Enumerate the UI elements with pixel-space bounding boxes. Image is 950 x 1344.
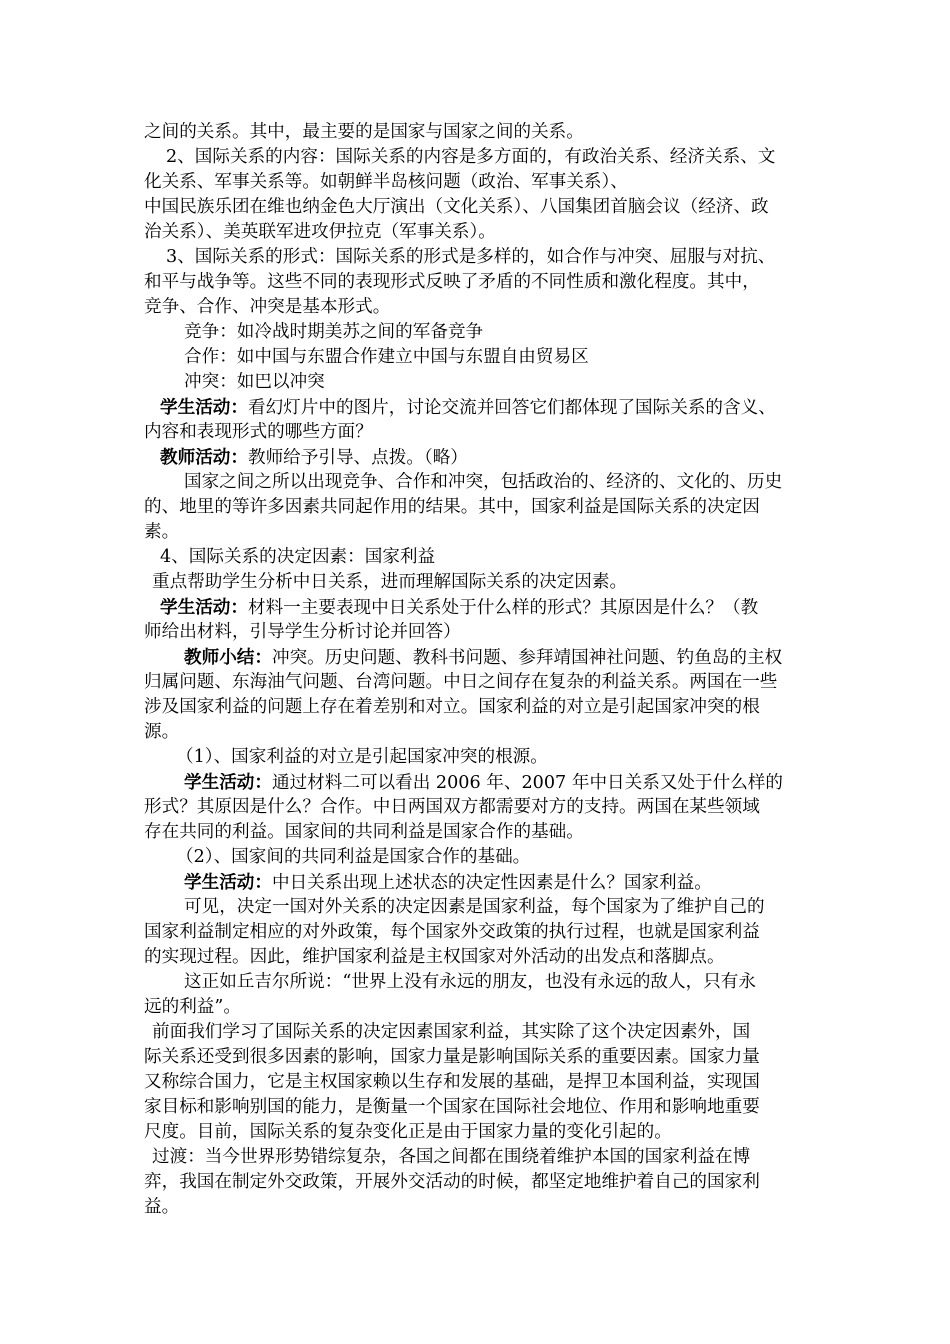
text-line: 中国民族乐团在维也纳金色大厅演出（文化关系）、八国集团首脑会议（经济、政 [144,197,769,217]
text-line [144,595,812,620]
text-line: 源。 [144,722,180,742]
text-line: 竞争、合作、冲突是基本形式。 [144,297,391,317]
text-line [144,395,812,420]
text-line: 内容和表现形式的哪些方面？ [144,422,373,442]
text-line: 师给出材料，引导学生分析讨论并回答） [144,622,461,642]
text-span: 冲突。历史问题、教科书问题、参拜靖国神社问题、钓鱼岛的主权 [271,648,783,668]
text-line: 2、国际关系的内容：国际关系的内容是多方面的，有政治关系、经济关系、文 [166,147,776,167]
text-line [144,870,812,895]
text-span: 中日关系出现上述状态的决定性因素是什么？国家利益。 [271,873,712,893]
student-activity-label: 学生活动： [160,597,248,618]
text-line: 存在共同的利益。国家间的共同利益是国家合作的基础。 [144,822,584,842]
text-line: 国家之间之所以出现竞争、合作和冲突，包括政治的、经济的、文化的、历史 [184,472,783,492]
text-span: 教师给予引导、点拨。（略） [247,448,468,468]
text-line: 4、国际关系的决定因素：国家利益 [160,547,436,567]
text-line: 归属问题、东海油气问题、台湾问题。中日之间存在复杂的利益关系。两国在一些 [144,672,778,692]
text-line: 家目标和影响别国的能力，是衡量一个国家在国际社会地位、作用和影响地重要 [144,1097,760,1117]
text-line: 冲突：如巴以冲突 [184,372,325,392]
text-span: 看幻灯片中的图片，讨论交流并回答它们都体现了国际关系的含义、 [247,398,776,418]
text-line: 尺度。目前，国际关系的复杂变化正是由于国家力量的变化引起的。 [144,1122,672,1142]
text-line: 化关系、军事关系等。如朝鲜半岛核问题（政治、军事关系）、 [144,172,628,192]
text-line: 和平与战争等。这些不同的表现形式反映了矛盾的不同性质和激化程度。其中， [144,272,760,292]
text-line: 这正如丘吉尔所说：“世界上没有永远的朋友，也没有永远的敌人，只有永 [184,972,756,992]
teacher-summary-label: 教师小结： [184,647,272,668]
text-line [144,645,812,670]
text-line: 国家利益制定相应的对外政策，每个国家外交政策的执行过程，也就是国家利益 [144,922,760,942]
text-line: 际关系还受到很多因素的影响，国家力量是影响国际关系的重要因素。国家力量 [144,1047,760,1067]
text-span: 材料一主要表现中日关系处于什么样的形式？其原因是什么？（教 [247,598,759,618]
text-line: 前面我们学习了国际关系的决定因素国家利益，其实除了这个决定因素外，国 [152,1022,751,1042]
text-line: 的、地里的等许多因素共同起作用的结果。其中，国家利益是国际关系的决定因 [144,497,760,517]
text-line: 益。 [144,1197,180,1217]
student-activity-label: 学生活动： [160,397,248,418]
text-line: 远的利益”。 [144,997,241,1017]
text-line: 素。 [144,522,180,542]
text-line: 可见，决定一国对外关系的决定因素是国家利益，每个国家为了维护自己的 [184,897,765,917]
text-line: 的实现过程。因此，维护国家利益是主权国家对外活动的出发点和落脚点。 [144,947,725,967]
text-line: 合作：如中国与东盟合作建立中国与东盟自由贸易区 [184,347,589,367]
text-line: 竞争：如冷战时期美苏之间的军备竞争 [184,322,484,342]
student-activity-label: 学生活动： [184,872,272,893]
text-line: 弈，我国在制定外交政策，开展外交活动的时候，都坚定地维护着自己的国家利 [144,1172,760,1192]
teacher-activity-label: 教师活动： [160,447,248,468]
text-line: （2）、国家间的共同利益是国家合作的基础。 [176,847,531,867]
text-line: 重点帮助学生分析中日关系，进而理解国际关系的决定因素。 [152,572,628,592]
text-line: （1）、国家利益的对立是引起国家冲突的根源。 [176,747,548,767]
student-activity-label: 学生活动： [184,772,272,793]
text-line: 形式？其原因是什么？合作。中日两国双方都需要对方的支持。两国在某些领域 [144,797,760,817]
document-body [144,120,812,1220]
text-line: 涉及国家利益的问题上存在着差别和对立。国家利益的对立是引起国家冲突的根 [144,697,760,717]
text-line: 之间的关系。其中，最主要的是国家与国家之间的关系。 [144,122,584,142]
text-line: 治关系）、美英联军进攻伊拉克（军事关系）。 [144,222,496,242]
text-line: 过渡：当今世界形势错综复杂，各国之间都在围绕着维护本国的国家利益在博 [152,1147,751,1167]
text-line: 3、国际关系的形式：国际关系的形式是多样的，如合作与冲突、屈服与对抗、 [166,247,776,267]
text-span: 通过材料二可以看出 2006 年、2007 年中日关系又处于什么样的 [271,773,783,793]
text-line: 又称综合国力，它是主权国家赖以生存和发展的基础，是捍卫本国利益，实现国 [144,1072,760,1092]
text-line [144,770,812,795]
text-line [144,445,812,470]
